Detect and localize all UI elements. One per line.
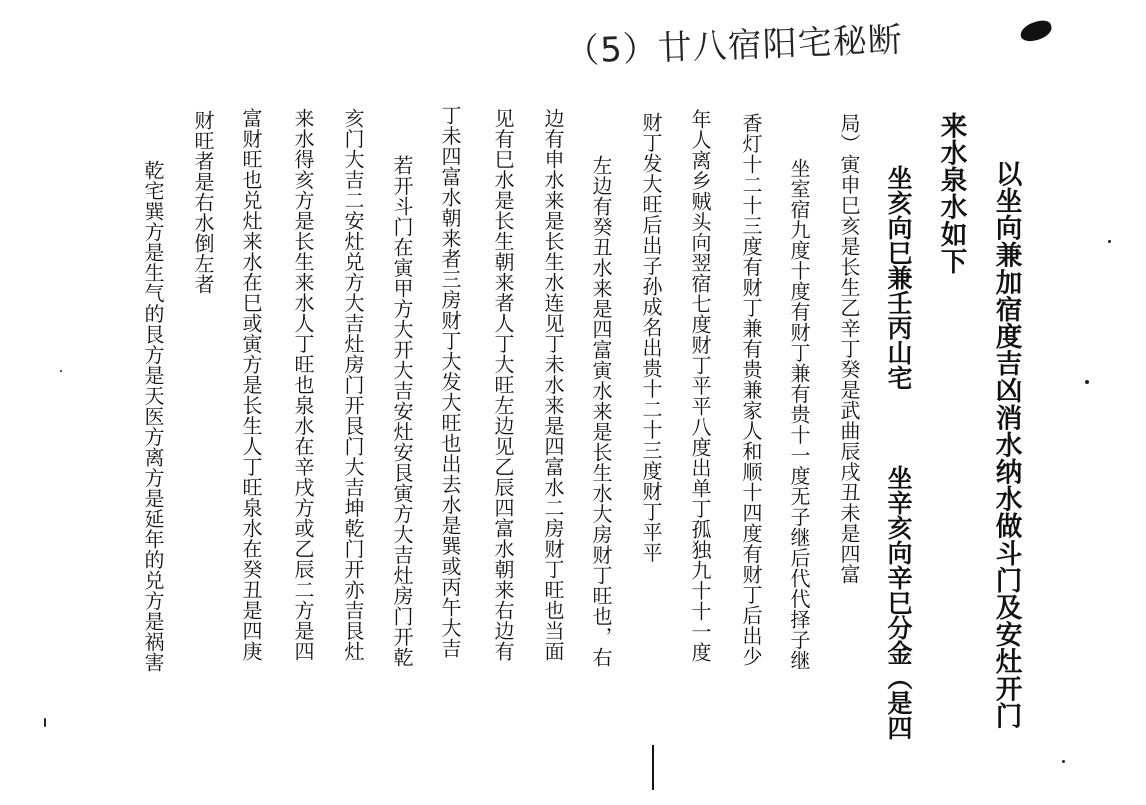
text-column-2: 来水泉水如下 bbox=[935, 112, 967, 275]
text-column-7: 香灯十二十三度有财丁兼有贵兼家人和顺十四度有财丁后出少 bbox=[739, 113, 763, 667]
scan-speck bbox=[1062, 760, 1065, 763]
text-column-9: 财丁发大旺后出子孙成名出贵十二十三度财丁平平 bbox=[639, 112, 663, 563]
text-column-15: 亥门大吉二安灶兑方大吉灶房门开艮门大吉坤乾门开亦吉艮灶 bbox=[341, 108, 365, 662]
text-column-16: 来水得亥方是长生来水人丁旺也泉水在辛戌方或乙辰二方是四 bbox=[291, 108, 315, 662]
scan-speck bbox=[44, 718, 46, 727]
text-column-17: 富财旺也兑灶来水在巳或寅方是长生人丁旺泉水在癸丑是四庚 bbox=[239, 108, 263, 662]
text-column-5: 局）寅申巳亥是长生乙辛丁癸是武曲辰戌丑未是四富 bbox=[837, 113, 861, 585]
text-column-1: 以坐向兼加宿度吉凶消水纳水做斗门及安灶开门 bbox=[990, 160, 1022, 730]
text-column-8: 年人离乡贼头向翌宿七度财丁平平八度出单丁孤独九十十一度 bbox=[688, 109, 712, 663]
text-column-12: 见有巳水是长生朝来者人丁大旺左边见乙辰四富水朝来右边有 bbox=[491, 108, 515, 662]
scan-speck bbox=[1108, 240, 1111, 243]
ink-blot bbox=[1018, 18, 1054, 44]
text-column-6: 坐室宿九度十度有财丁兼有贵十一度无子继后代代择子继 bbox=[787, 158, 811, 671]
scan-speck bbox=[60, 370, 62, 372]
text-column-3: 坐亥向巳兼壬丙山宅 bbox=[884, 165, 913, 390]
text-column-14: 若开斗门在寅甲方大开大吉安灶安艮寅方大吉灶房门开乾 bbox=[390, 155, 414, 668]
scan-speck bbox=[1085, 380, 1089, 384]
text-column-4: 坐辛亥向辛巳分金（是四 bbox=[884, 465, 913, 740]
text-column-10: 左边有癸丑水来是四富寅水来是长生水大房财丁旺也，右 bbox=[589, 155, 613, 668]
text-column-19: 乾宅巽方是生气的艮方是天医方离方是延年的兑方是祸害 bbox=[141, 160, 165, 673]
page-header: （5）廿八宿阳宅秘断 bbox=[564, 20, 904, 72]
text-column-13: 丁未四富水朝来者三房财丁大发大旺也出去水是巽或丙午大吉 bbox=[438, 105, 462, 659]
text-column-11: 边有申水来是长生水连见丁未水来是四富水二房财丁旺也当面 bbox=[541, 108, 565, 662]
text-column-18: 财旺者是右水倒左者 bbox=[191, 110, 215, 295]
stray-mark bbox=[652, 745, 654, 790]
